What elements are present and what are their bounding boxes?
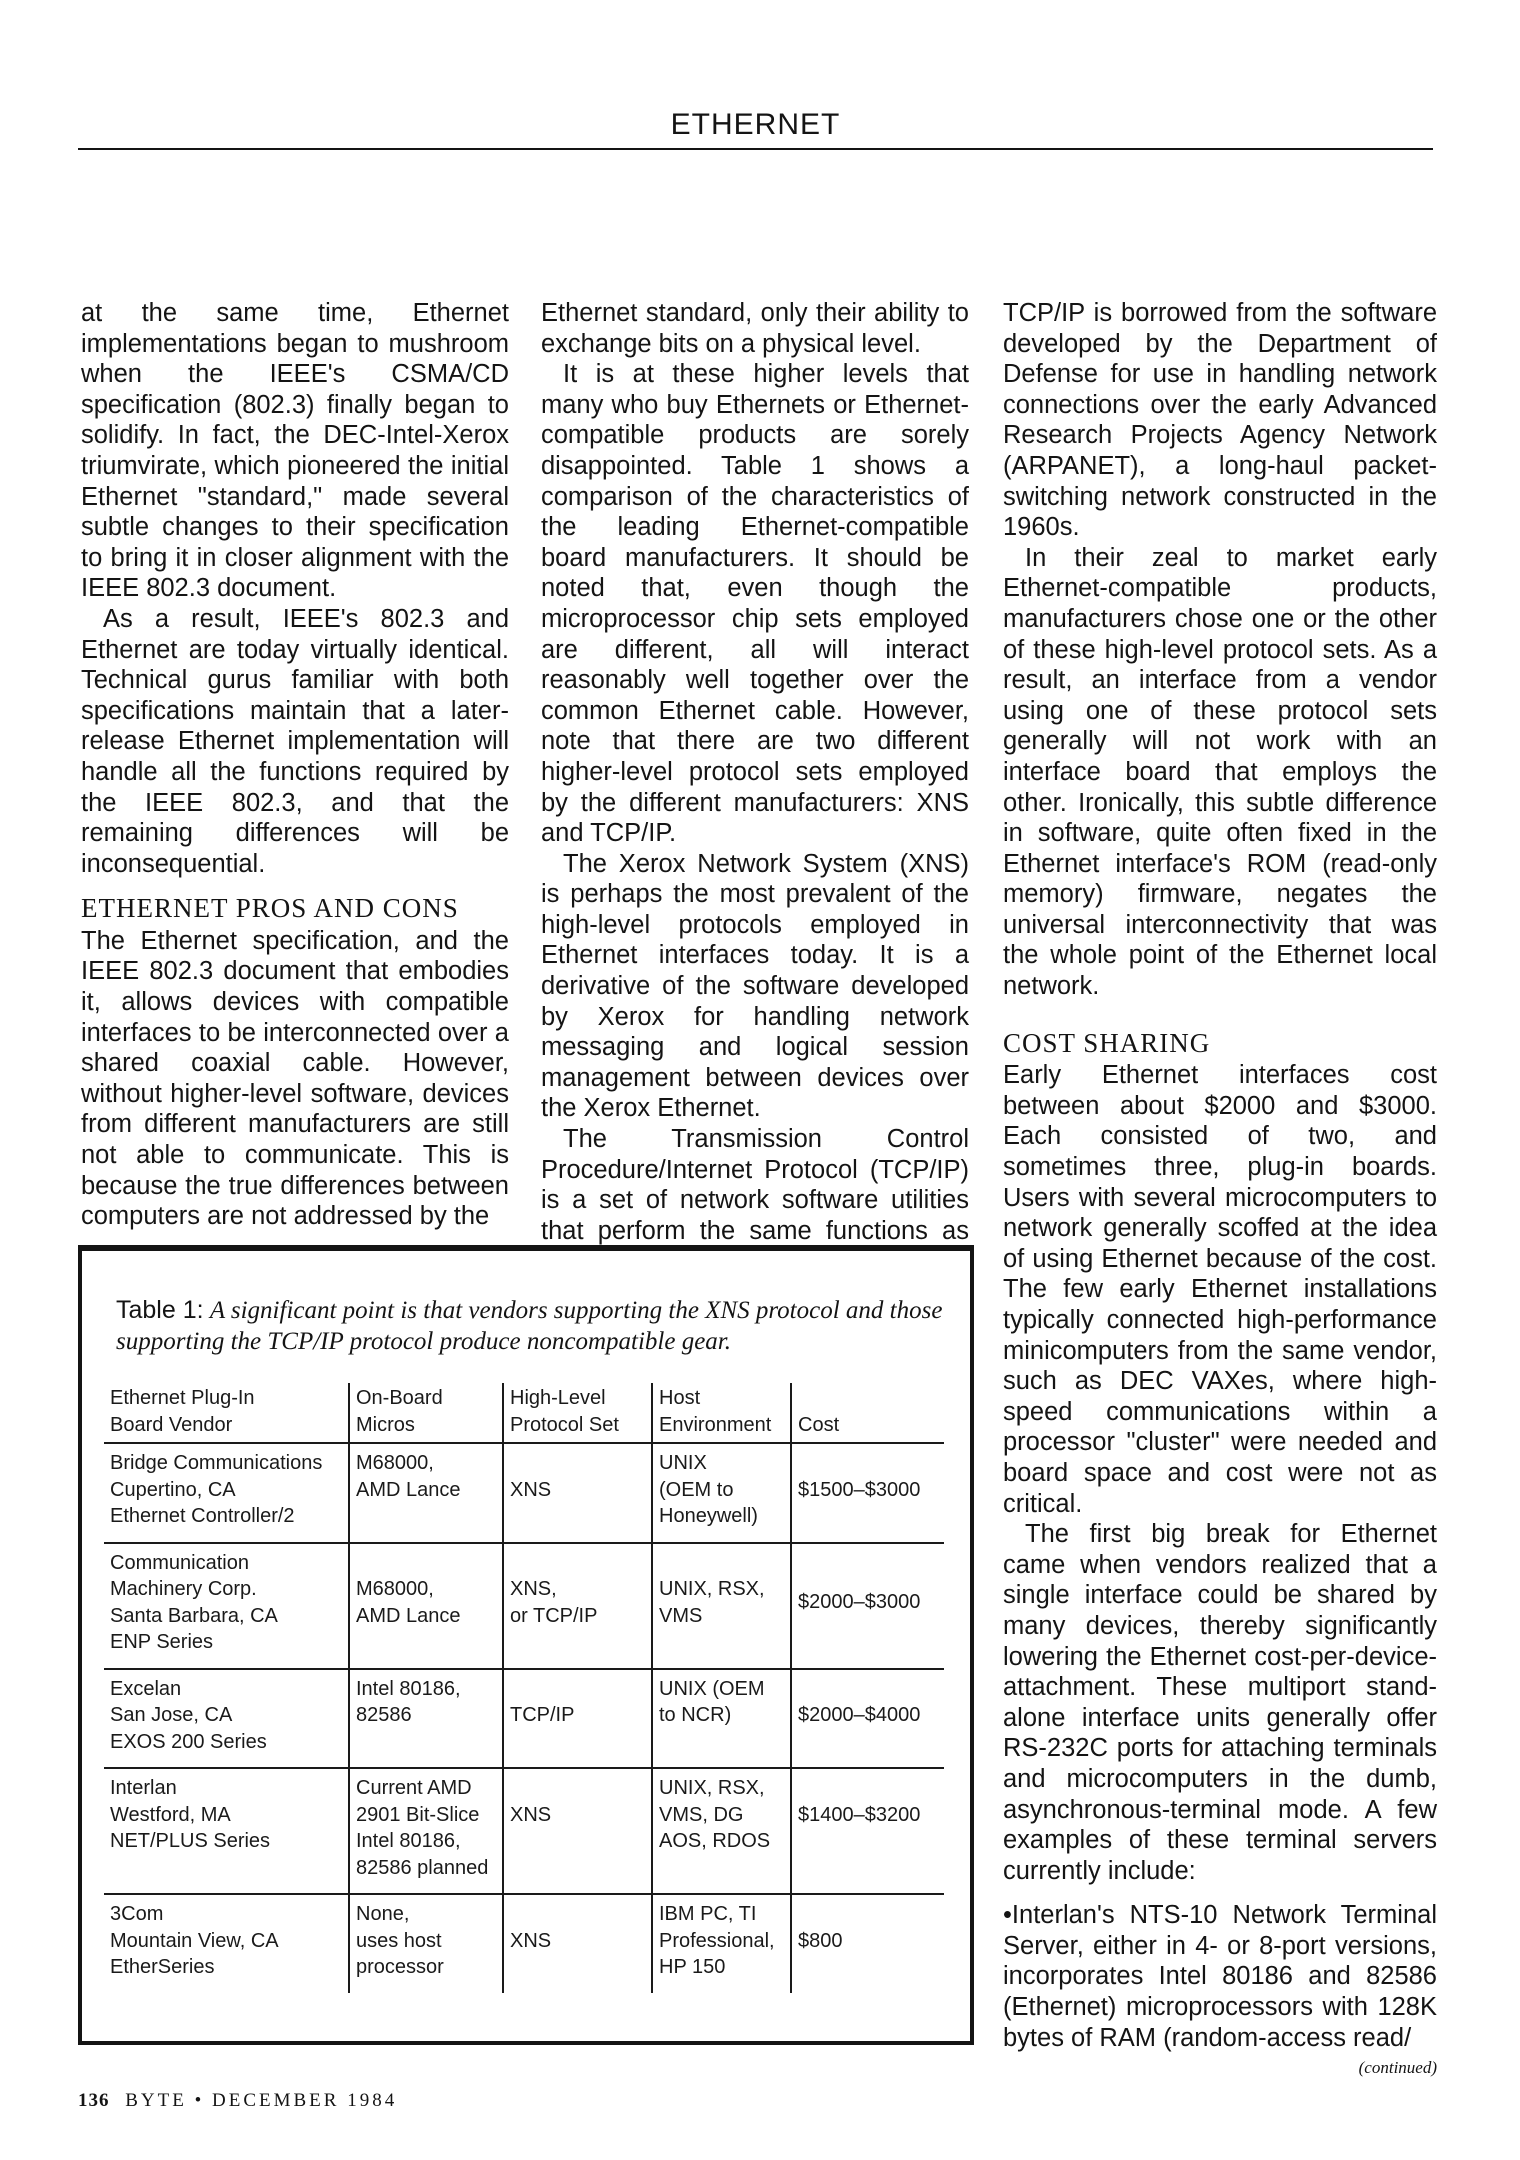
publication-line: BYTE • DECEMBER 1984 bbox=[125, 2090, 398, 2111]
table-row bbox=[104, 1669, 944, 1769]
table-row bbox=[104, 1443, 944, 1543]
vendor-cell: Bridge Communications Cupertino, CA Ethernet Controller/2 bbox=[104, 1443, 349, 1543]
protocol-cell: XNS bbox=[503, 1768, 652, 1894]
table-row bbox=[104, 1894, 944, 1993]
host-cell: IBM PC, TI Professional, HP 150 bbox=[652, 1894, 791, 1993]
table-1-box bbox=[78, 1245, 974, 2045]
protocol-cell: XNS, or TCP/IP bbox=[503, 1543, 652, 1669]
table-row bbox=[104, 1543, 944, 1669]
protocol-cell: XNS bbox=[503, 1894, 652, 1993]
micros-cell: M68000, AMD Lance bbox=[349, 1443, 503, 1543]
table-caption bbox=[116, 1295, 946, 1357]
column2-paragraph-4: The Transmission Control Procedure/Internet Protocol (TCP/IP) is a set of network software utilities that perform the same functions as bbox=[541, 1125, 969, 1245]
host-cell: UNIX (OEM to NCR) bbox=[652, 1669, 791, 1769]
vendor-cell: Excelan San Jose, CA EXOS 200 Series bbox=[104, 1669, 349, 1769]
cost-cell: $2000–$3000 bbox=[791, 1543, 944, 1669]
protocol-cell: XNS bbox=[503, 1443, 652, 1543]
column2-paragraph-3: The Xerox Network System (XNS) is perhaps the most prevalent of the high-level protocols employed in Ethernet interfaces today. It is a derivative of the software developed by Xerox for handling network messaging and logical session management between devices over the Xerox Ethernet. bbox=[541, 849, 969, 1123]
header-cost: Cost bbox=[791, 1383, 944, 1443]
text-column-1 bbox=[81, 298, 509, 1232]
section-heading-text: ETHERNET PROS AND CONS bbox=[81, 893, 459, 924]
page-number: 136 bbox=[78, 2090, 110, 2111]
column2-paragraph-2: It is at these higher levels that many who buy Ethernets or Ethernet-compatible products are sorely disappointed. Table 1 shows a comparison of the characteristics of the leading Ethernet-compatible board manufacturers. It should be noted that, even though the microprocessor chip sets employed are different, all will interact reasonably well together over the common Ethernet cable. However, note that there are two different higher-level protocol sets employed by the different manufacturers: XNS and TCP/IP. bbox=[541, 360, 969, 848]
micros-cell: M68000, AMD Lance bbox=[349, 1543, 503, 1669]
table-row bbox=[104, 1768, 944, 1894]
page-footer bbox=[78, 2090, 397, 2112]
section-heading-cost-sharing bbox=[1003, 1028, 1437, 1059]
header-host: Host Environment bbox=[652, 1383, 791, 1443]
host-cell: UNIX, RSX, VMS bbox=[652, 1543, 791, 1669]
text-column-3 bbox=[1003, 298, 1437, 2079]
vendor-comparison-table bbox=[104, 1383, 944, 1993]
column1-paragraph-3: The Ethernet specification, and the IEEE 802.3 document that embodies it, allows devices with compatible interfaces to be interconnected over a shared coaxial cable. However, without higher-level software, devices from different manufacturers are still not able to communicate. This is because the true differences between computers are not addressed by the bbox=[81, 926, 509, 1231]
table-header-row bbox=[104, 1383, 944, 1443]
cost-cell: $800 bbox=[791, 1894, 944, 1993]
micros-cell: None, uses host processor bbox=[349, 1894, 503, 1993]
host-cell: UNIX, RSX, VMS, DG AOS, RDOS bbox=[652, 1768, 791, 1894]
column3-paragraph-1: TCP/IP is borrowed from the software developed by the Department of Defense for use in handling network connections over the early Advanced Research Projects Agency Network (ARPANET), a long-haul packet-switching network constructed in the 1960s. bbox=[1003, 299, 1437, 542]
header-rule bbox=[78, 148, 1433, 150]
column3-paragraph-3: Early Ethernet interfaces cost between about $2000 and $3000. Each consisted of two, and sometimes three, plug-in boards. Users with several microcomputers to network generally scoffed at the idea of using Ethernet because of the cost. The few early Ethernet installations typically connected high-performance minicomputers from the same vendor, such as DEC VAXes, where high-speed communications within a processor "cluster" were needed and board space and cost were not as critical. bbox=[1003, 1061, 1437, 1518]
continued-note: (continued) bbox=[1358, 2058, 1437, 2078]
vendor-cell: Communication Machinery Corp. Santa Barbara, CA ENP Series bbox=[104, 1543, 349, 1669]
column3-paragraph-2: In their zeal to market early Ethernet-compatible products, manufacturers chose one or the other of these high-level protocol sets. As a result, an interface from a vendor using one of these protocol sets generally will not work with an interface board that employs the other. Ironically, this subtle difference in software, quite often fixed in the Ethernet interface's ROM (read-only memory) firmware, negates the universal interconnectivity that was the whole point of the Ethernet local network. bbox=[1003, 543, 1437, 1001]
micros-cell: Current AMD 2901 Bit-Slice Intel 80186, 82586 planned bbox=[349, 1768, 503, 1894]
text-column-2 bbox=[541, 298, 969, 1277]
protocol-cell: TCP/IP bbox=[503, 1669, 652, 1769]
cost-cell: $1400–$3200 bbox=[791, 1768, 944, 1894]
table-caption-text: A significant point is that vendors supporting the XNS protocol and those supporting the TCP/IP protocol produce noncompatible gear. bbox=[116, 1297, 943, 1355]
column1-paragraph-1: at the same time, Ethernet implementations began to mushroom when the IEEE's CSMA/CD specification (802.3) finally began to solidify. In fact, the DEC-Intel-Xerox triumvirate, which pioneered the initial Ethernet "standard," made several subtle changes to their specification to bring it in closer alignment with the IEEE 802.3 document. bbox=[81, 299, 509, 603]
host-cell: UNIX (OEM to Honeywell) bbox=[652, 1443, 791, 1543]
column2-paragraph-1: Ethernet standard, only their ability to exchange bits on a physical level. bbox=[541, 299, 969, 358]
section-heading-pros-cons bbox=[81, 893, 509, 924]
cost-cell: $1500–$3000 bbox=[791, 1443, 944, 1543]
section-heading-text: COST SHARING bbox=[1003, 1027, 1211, 1058]
micros-cell: Intel 80186, 82586 bbox=[349, 1669, 503, 1769]
column3-bullet-1: •Interlan's NTS-10 Network Terminal Server, either in 4- or 8-port versions, incorporates Intel 80186 and 82586 (Ethernet) microprocessors with 128K bytes of RAM (random-access read/ bbox=[1003, 1901, 1437, 2052]
column1-paragraph-2: As a result, IEEE's 802.3 and Ethernet are today virtually identical. Technical gurus familiar with both specifications maintain that a later-release Ethernet implementation will handle all the functions required by the IEEE 802.3, and that the remaining differences will be inconsequential. bbox=[81, 604, 509, 878]
table-caption-label: Table 1: bbox=[116, 1296, 204, 1324]
vendor-cell: 3Com Mountain View, CA EtherSeries bbox=[110, 1903, 279, 1978]
header-micros: On-Board Micros bbox=[349, 1383, 503, 1443]
column3-paragraph-4: The first big break for Ethernet came when vendors realized that a single interface could be shared by many devices, thereby significantly lowering the Ethernet cost-per-device-attachment. These multiport stand-alone interface units generally offer RS-232C ports for attaching terminals and microcomputers in the dumb, asynchronous-terminal mode. A few examples of these terminal servers currently include: bbox=[1003, 1520, 1437, 1885]
header-protocol: High-Level Protocol Set bbox=[503, 1383, 652, 1443]
page-header-title: ETHERNET bbox=[670, 108, 841, 141]
header-vendor: Ethernet Plug-In Board Vendor bbox=[104, 1383, 349, 1443]
vendor-cell: Interlan Westford, MA NET/PLUS Series bbox=[104, 1768, 349, 1894]
cost-cell: $2000–$4000 bbox=[791, 1669, 944, 1769]
